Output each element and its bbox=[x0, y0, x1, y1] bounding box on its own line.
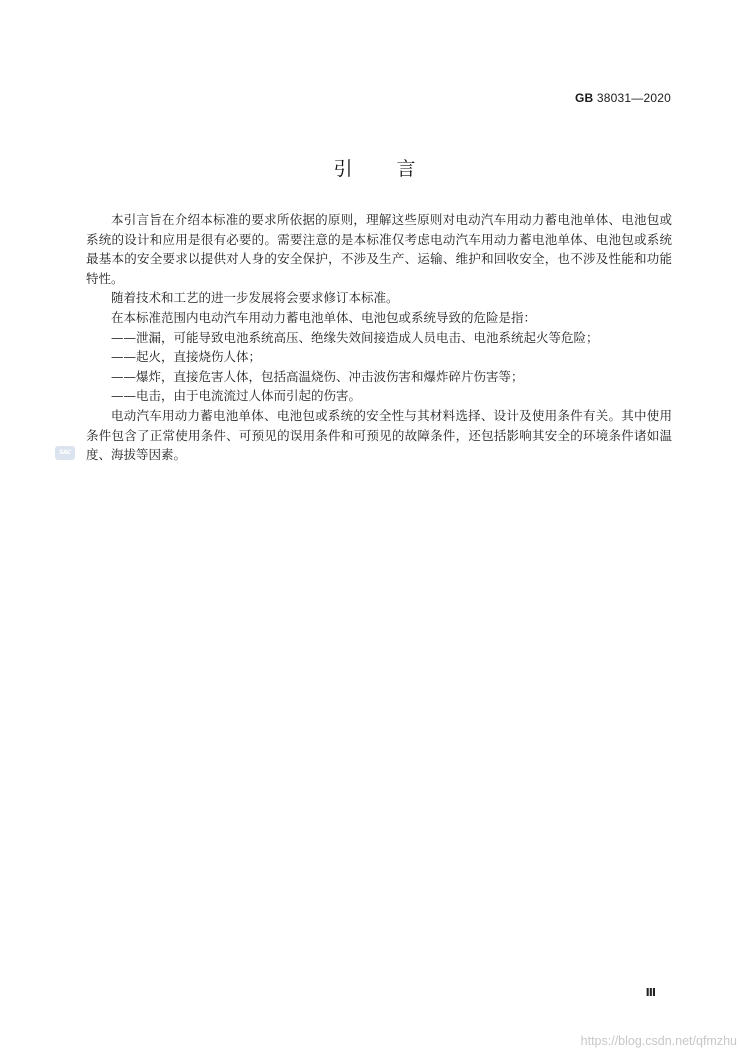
introduction-body bbox=[86, 210, 672, 465]
standard-number: 38031—2020 bbox=[596, 91, 671, 105]
standard-code bbox=[575, 91, 671, 105]
paragraph-safety-conditions: 电动汽车用动力蓄电池单体、电池包或系统的安全性与其材料选择、设计及使用条件有关。其中使用条件包含了正常使用条件、可预见的误用条件和可预见的故障条件，还包括影响其安全的环境条件诸如温度、海拔等因素。 bbox=[86, 407, 672, 463]
paragraph-revision: 随着技术和工艺的进一步发展将会要求修订本标准。 bbox=[111, 290, 399, 306]
hazard-item-explosion: ——爆炸，直接危害人体，包括高温烧伤、冲击波伤害和爆炸碎片伤害等； bbox=[111, 368, 524, 384]
standard-prefix: GB bbox=[574, 91, 594, 105]
page-number: Ⅲ bbox=[645, 987, 656, 999]
sac-logo-icon: SAC bbox=[55, 446, 75, 460]
hazard-item-electric-shock: ——电击，由于电流流过人体而引起的伤害。 bbox=[111, 388, 362, 404]
hazard-item-fire: ——起火，直接烧伤人体； bbox=[111, 349, 262, 365]
paragraph-principles: 本引言旨在介绍本标准的要求所依据的原则，理解这些原则对电动汽车用动力蓄电池单体、电池包或系统的设计和应用是很有必要的。需要注意的是本标准仅考虑电动汽车用动力蓄电池单体、电池包或系统最基本的安全要求以提供对人身的安全保护，不涉及生产、运输、维护和回收安全，也不涉及性能和功能特性。 bbox=[86, 212, 672, 286]
page-title: 引言 bbox=[333, 158, 460, 180]
paragraph-hazards-intro: 在本标准范围内电动汽车用动力蓄电池单体、电池包或系统导致的危险是指： bbox=[111, 309, 537, 325]
hazard-item-leakage: ——泄漏，可能导致电池系统高压、绝缘失效间接造成人员电击、电池系统起火等危险； bbox=[111, 329, 599, 345]
watermark-url: https://blog.csdn.net/qfmzhu bbox=[580, 1034, 737, 1048]
